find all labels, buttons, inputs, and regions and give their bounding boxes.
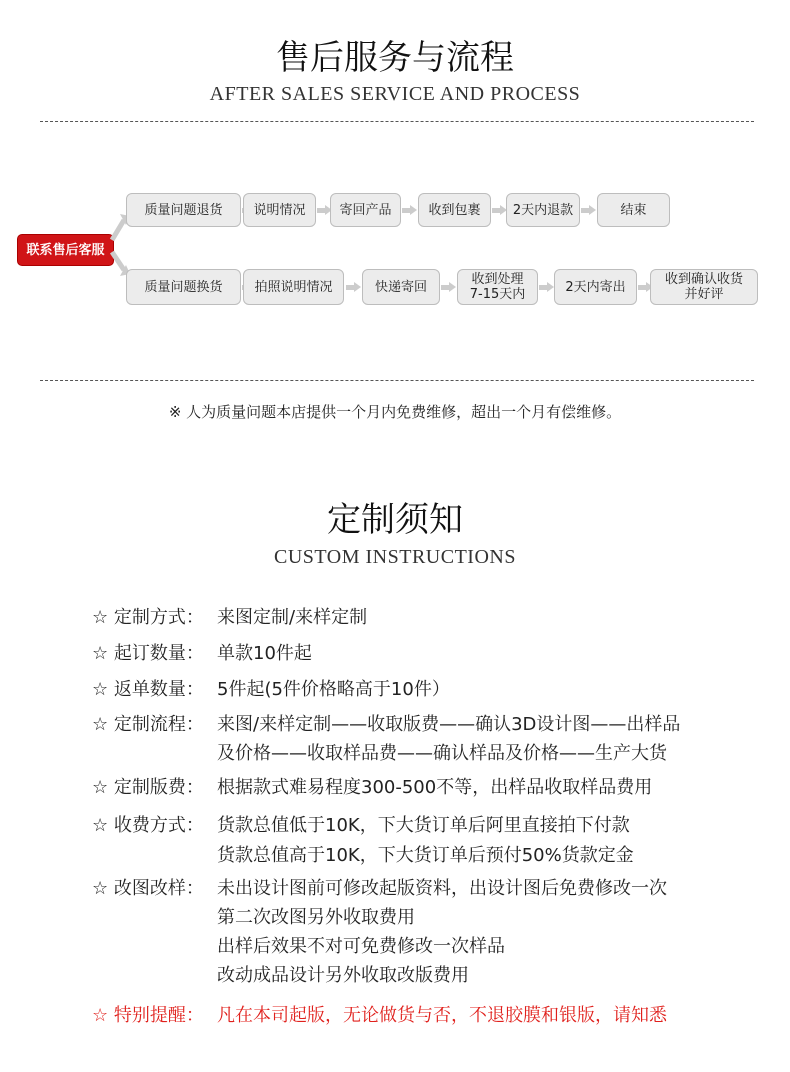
item-text: 来图定制/来样定制 <box>217 607 368 628</box>
item-text: 来图/来样定制——收取版费——确认3D设计图——出样品 <box>217 714 681 735</box>
item-label: ☆ 特别提醒： <box>92 1005 204 1026</box>
item-label: ☆ 改图改样： <box>92 878 204 899</box>
flow-step: 收到确认收货 并好评 <box>650 269 758 305</box>
item-text: 改动成品设计另外收取改版费用 <box>217 965 469 986</box>
item-label: ☆ 定制方式： <box>92 607 204 628</box>
item-label: ☆ 定制版费： <box>92 777 204 798</box>
flow-step: 2天内退款 <box>506 193 580 227</box>
item-text: 货款总值高于10K，下大货订单后预付50%货款定金 <box>217 845 634 866</box>
item-label: ☆ 返单数量： <box>92 679 204 700</box>
item-label: ☆ 收费方式： <box>92 815 204 836</box>
item-text: 及价格——收取样品费——确认样品及价格——生产大货 <box>217 743 667 764</box>
item-text: 5件起(5件价格略高于10件） <box>217 679 450 700</box>
item-label: ☆ 起订数量： <box>92 643 204 664</box>
divider <box>40 121 754 122</box>
contact-service-button[interactable]: 联系售后客服 <box>17 234 114 266</box>
flow-step: 寄回产品 <box>330 193 401 227</box>
service-title: 售后服务与流程 <box>276 38 514 78</box>
item-text: 货款总值低于10K，下大货订单后阿里直接拍下付款 <box>217 815 630 836</box>
item-text: 第二次改图另外收取费用 <box>217 907 415 928</box>
flow-step: 说明情况 <box>243 193 316 227</box>
divider <box>40 380 754 381</box>
flow-step: 结束 <box>597 193 670 227</box>
item-text: 凡在本司起版，无论做货与否，不退胶膜和银版，请知悉 <box>217 1005 667 1026</box>
flow-step: 2天内寄出 <box>554 269 637 305</box>
flow-step: 快递寄回 <box>362 269 440 305</box>
flow-step: 质量问题退货 <box>126 193 241 227</box>
item-text: 单款10件起 <box>217 643 312 664</box>
flow-step: 拍照说明情况 <box>243 269 344 305</box>
custom-subtitle: CUSTOM INSTRUCTIONS <box>274 546 516 568</box>
custom-title: 定制须知 <box>327 500 463 540</box>
item-text: 出样后效果不对可免费修改一次样品 <box>217 936 505 957</box>
flow-step: 收到处理 7-15天内 <box>457 269 538 305</box>
warranty-note: ※ 人为质量问题本店提供一个月内免费维修，超出一个月有偿维修。 <box>168 403 622 421</box>
item-text: 未出设计图前可修改起版资料，出设计图后免费修改一次 <box>217 878 667 899</box>
flow-step: 质量问题换货 <box>126 269 241 305</box>
service-subtitle: AFTER SALES SERVICE AND PROCESS <box>209 83 581 105</box>
item-label: ☆ 定制流程： <box>92 714 204 735</box>
item-text: 根据款式难易程度300-500不等，出样品收取样品费用 <box>217 777 653 798</box>
flow-step: 收到包裹 <box>418 193 491 227</box>
